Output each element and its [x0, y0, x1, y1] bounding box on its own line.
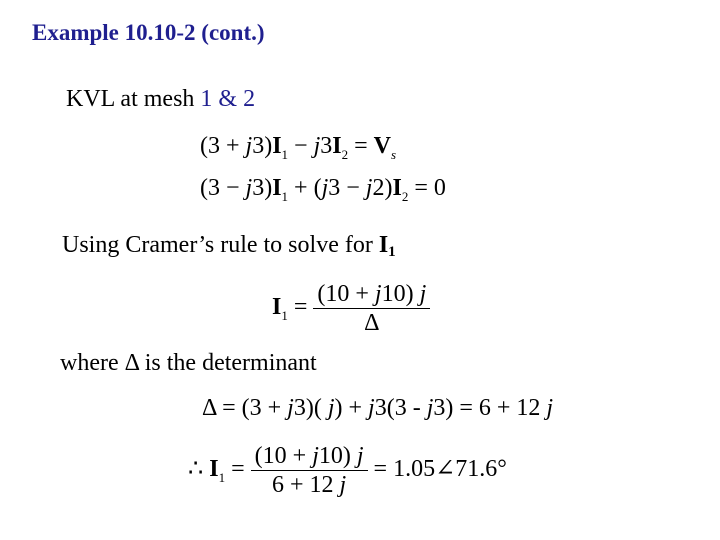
final-equation: [188, 444, 507, 497]
final-fraction: [251, 444, 368, 497]
eq2-j2: j: [321, 175, 329, 201]
i1-num-a: (10 +: [317, 281, 375, 307]
final-denominator: [251, 471, 368, 497]
final-num-b: 10): [318, 443, 357, 469]
eq1-sub2: 2: [341, 147, 349, 162]
delta-j1: j: [287, 395, 294, 421]
final-eq: =: [225, 456, 251, 483]
delta-a: Δ = (3 +: [202, 395, 288, 421]
eq1-sub1: 1: [281, 147, 289, 162]
eq2-plus: + (: [288, 175, 322, 201]
final-result: = 1.05∠71.6°: [367, 456, 507, 483]
i1-sub: 1: [281, 308, 288, 324]
eq2-rest: = 0: [408, 175, 446, 201]
eq1-I1: I: [272, 133, 282, 159]
cramer-I: I: [378, 232, 389, 258]
eq1-eqsign: =: [348, 133, 374, 159]
delta-b: 3)(: [293, 395, 328, 421]
eq1-j2: j: [313, 133, 321, 159]
i1-num-b: 10): [381, 281, 420, 307]
kvl-heading: [66, 86, 255, 113]
eq1-three: 3: [320, 133, 333, 159]
eq1-V: V: [373, 133, 391, 159]
delta-j2: j: [327, 395, 335, 421]
eq2-sub1: 1: [281, 189, 289, 204]
eq2-I2: I: [392, 175, 402, 201]
delta-d: 3(3 -: [374, 395, 427, 421]
eq1-I2: I: [332, 133, 342, 159]
i1-formula: [272, 282, 430, 335]
final-numerator: [251, 444, 368, 471]
delta-c: ) +: [334, 395, 369, 421]
delta-j4: j: [426, 395, 434, 421]
eq1-vsub: s: [391, 147, 397, 162]
final-den-j: j: [339, 472, 347, 498]
final-num-a: (10 +: [254, 443, 313, 469]
where-delta: Δ: [124, 350, 139, 376]
kvl-equation-1: [200, 134, 396, 161]
where-text-a: where: [60, 350, 125, 376]
i1-eq: =: [287, 294, 314, 321]
eq2-j1: j: [245, 175, 253, 201]
eq2-part2b: 2): [372, 175, 393, 201]
final-den-a: 6 + 12: [272, 472, 340, 498]
final-num-j2: j: [356, 443, 364, 469]
cramer-sentence: [62, 232, 396, 261]
cramer-text: Using Cramer’s rule to solve for: [62, 232, 379, 258]
delta-j3: j: [368, 395, 375, 421]
kvl-prefix: KVL at mesh: [66, 86, 201, 112]
kvl-mesh-numbers: 1 & 2: [200, 86, 256, 112]
final-I: I: [209, 456, 219, 483]
eq1-minus: −: [288, 133, 314, 159]
delta-e: 3) = 6 + 12: [433, 395, 547, 421]
eq1-lhs1: (3 +: [200, 133, 246, 159]
slide-title: Example 10.10-2 (cont.): [32, 20, 265, 45]
i1-num-j2: j: [419, 281, 427, 307]
i1-denominator: Δ: [364, 310, 380, 336]
eq2-j3: j: [365, 175, 373, 201]
i1-numerator: [313, 282, 430, 309]
delta-j5: j: [546, 395, 554, 421]
final-sub: 1: [218, 470, 226, 486]
delta-equation: [202, 396, 553, 420]
where-sentence: [60, 350, 317, 377]
i1-num-j: j: [374, 281, 382, 307]
kvl-equation-2: [200, 176, 446, 203]
cramer-sub: 1: [388, 244, 396, 260]
eq2-I1: I: [272, 175, 282, 201]
eq2-part1: (3 −: [200, 175, 246, 201]
where-text-b: is the determinant: [138, 350, 317, 376]
eq1-j1: j: [245, 133, 253, 159]
final-therefore: ∴: [188, 456, 210, 483]
eq1-lhs1b: 3): [252, 133, 273, 159]
eq2-part2: 3 −: [328, 175, 366, 201]
final-num-j: j: [312, 443, 319, 469]
i1-I: I: [272, 294, 282, 321]
i1-fraction: [313, 282, 430, 335]
eq2-part1b: 3): [252, 175, 273, 201]
eq2-sub2: 2: [401, 189, 409, 204]
